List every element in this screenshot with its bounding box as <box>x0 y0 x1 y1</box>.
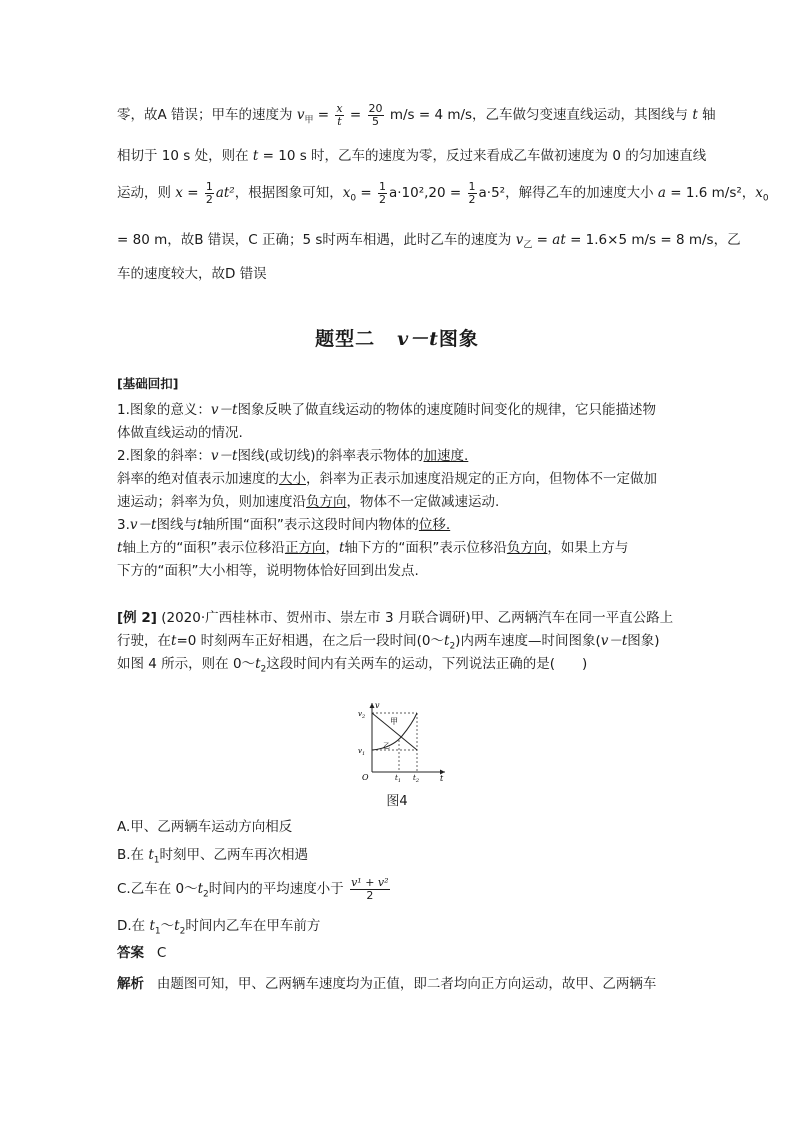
analysis-line: 解析 由题图可知，甲、乙两辆车速度均为正值，即二者均向正方向运动，故甲、乙两辆车 <box>117 976 657 992</box>
basics-heading: [基础回扣] <box>117 376 179 391</box>
solution-line-3: 运动，则 x = $\frac{1}{2}$ at²，根据图象可知，$x_0$ = $\frac{1}{2}$ a·10²,20 = $\frac{1}{2}$ a·5²，解得乙车的加速度大小 a = 1.6 m/s²，$x_0$ <box>117 179 769 206</box>
basics-item-3-line-1: 3.v－t图线与t轴所围“面积”表示这段时间内物体的位移. <box>117 517 451 533</box>
section-title: 题型二 v－t图象 <box>315 328 479 350</box>
example-line-3: 如图 4 所示，则在 $0\sim t_2$这段时间内有关两车的运动，下列说法正确的是( ) <box>117 656 588 675</box>
option-c: C.乙车在 $0\sim t_2$时间内的平均速度小于 $\frac{\text{v¹ + v²}}{2}$ <box>117 875 389 902</box>
t-axis-label: t <box>440 774 444 782</box>
option-d: D.在 $t_1\sim t_2$时间内乙车在甲车前方 <box>117 918 321 937</box>
fraction-20-over-5: $\frac{20}{5}$ <box>368 101 383 128</box>
solution-line-1: 零，故A 错误；甲车的速度为 $v_甲$ = $\frac{x}{t}$ = $\frac{20}{5}$ m/s = 4 m/s，乙车做匀变速直线运动，其图线与 t 轴 <box>117 101 716 128</box>
basics-item-3-line-2: t轴上方的“面积”表示位移沿正方向，t轴下方的“面积”表示位移沿负方向，如果上方与 <box>117 540 629 556</box>
solution-line-4: = 80 m，故B 错误，C 正确；5 s时两车相遇，此时乙车的速度为 $v_乙$ = at = 1.6×5 m/s = 8 m/s，乙 <box>117 232 741 251</box>
solution-line-5: 车的速度较大，故D 错误 <box>117 266 267 282</box>
answer-line: 答案 C <box>117 945 167 961</box>
basics-item-1-line-1: 1.图象的意义：v－t图象反映了做直线运动的物体的速度随时间变化的规律，它只能描述物 <box>117 402 656 418</box>
fraction-one-half-2: $\frac{1}{2}$ <box>378 179 386 206</box>
example-line-1: [例 2] (2020·广西桂林市、贺州市、崇左市 3 月联合调研)甲、乙两辆汽车在同一平直公路上 <box>117 610 674 626</box>
option-a: A.甲、乙两辆车运动方向相反 <box>117 819 293 835</box>
figure-caption: 图4 <box>386 794 408 809</box>
option-b: B.在 $t_1$时刻甲、乙两车再次相遇 <box>117 847 309 866</box>
fraction-one-half-3: $\frac{1}{2}$ <box>468 179 476 206</box>
basics-item-2-line-2: 斜率的绝对值表示加速度的大小，斜率为正表示加速度沿规定的正方向，但物体不一定做加 <box>117 471 657 487</box>
v1-label: $v_1$ <box>358 747 366 757</box>
basics-item-2-line-1: 2.图象的斜率：v－t图线(或切线)的斜率表示物体的加速度. <box>117 448 469 464</box>
v-axis-label: v <box>375 701 380 710</box>
t2-label: $t_2$ <box>413 774 420 782</box>
fraction-x-over-t: $\frac{x}{t}$ <box>336 101 343 128</box>
example-line-2: 行驶，在t=0 时刻两车正好相遇，在之后一段时间$(0\sim t_2)$内两车速度—时间图象(v－t图象) <box>117 633 660 652</box>
solution-line-2: 相切于 10 s 处，则在 t = 10 s 时，乙车的速度为零，反过来看成乙车做初速度为 0 的匀加速直线 <box>117 148 707 164</box>
t1-label: $t_1$ <box>395 774 402 782</box>
fraction-one-half: $\frac{1}{2}$ <box>205 179 213 206</box>
v2-label: $v_2$ <box>358 710 366 720</box>
fraction-average-velocity: $\frac{\text{v¹ + v²}}{2}$ <box>351 875 389 902</box>
basics-item-2-line-3: 速运动；斜率为负，则加速度沿负方向，物体不一定做减速运动. <box>117 494 500 510</box>
figure-4-vt-graph <box>350 700 450 782</box>
v-axis-arrow <box>370 703 375 708</box>
basics-item-3-line-3: 下方的“面积”大小相等，说明物体恰好回到出发点. <box>117 563 419 579</box>
basics-item-1-line-2: 体做直线运动的情况. <box>117 425 243 441</box>
origin-label: O <box>362 773 369 782</box>
yi-label: 乙 <box>383 742 390 750</box>
jia-label: 甲 <box>390 717 398 726</box>
